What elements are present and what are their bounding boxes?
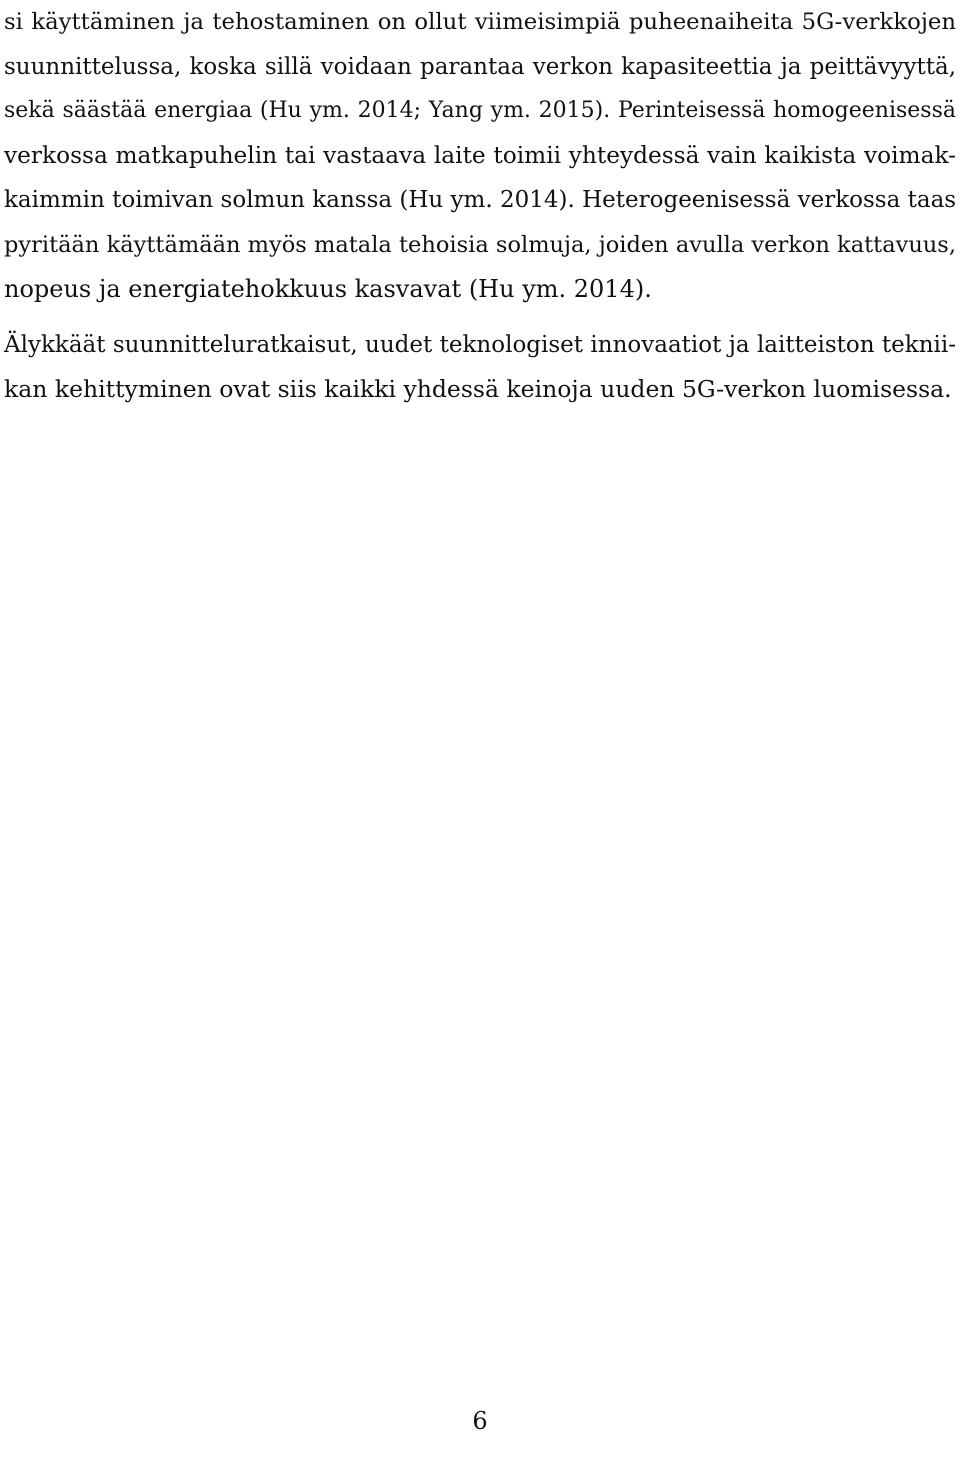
- paragraph-2: [4, 323, 956, 412]
- text-line: Älykkäät suunnitteluratkaisut, uudet teknologiset innovaatiot ja laitteiston teknii-: [4, 331, 956, 358]
- paragraph-1: [4, 0, 956, 312]
- page-number: 6: [472, 1407, 488, 1435]
- body-text: [4, 0, 956, 412]
- text-line: verkossa matkapuhelin tai vastaava laite toimii yhteydessä vain kaikista voimak-: [4, 141, 956, 169]
- text-line: nopeus ja energiatehokkuus kasvavat (Hu ym. 2014).: [4, 275, 652, 303]
- text-line: pyritään käyttämään myös matala tehoisia solmuja, joiden avulla verkon kattavuus,: [4, 231, 956, 258]
- text-line: si käyttäminen ja tehostaminen on ollut viimeisimpiä puheenaiheita 5G-verkkojen: [4, 9, 956, 35]
- text-line: kaimmin toimivan solmun kanssa (Hu ym. 2014). Heterogeenisessä verkossa taas: [4, 187, 957, 213]
- text-line: kan kehittyminen ovat siis kaikki yhdessä keinoja uuden 5G-verkon luomisessa.: [4, 375, 952, 403]
- text-line: suunnittelussa, koska sillä voidaan parantaa verkon kapasiteettia ja peittävyyttä,: [4, 53, 956, 80]
- text-line: sekä säästää energiaa (Hu ym. 2014; Yang ym. 2015). Perinteisessä homogeenisessä: [4, 98, 956, 123]
